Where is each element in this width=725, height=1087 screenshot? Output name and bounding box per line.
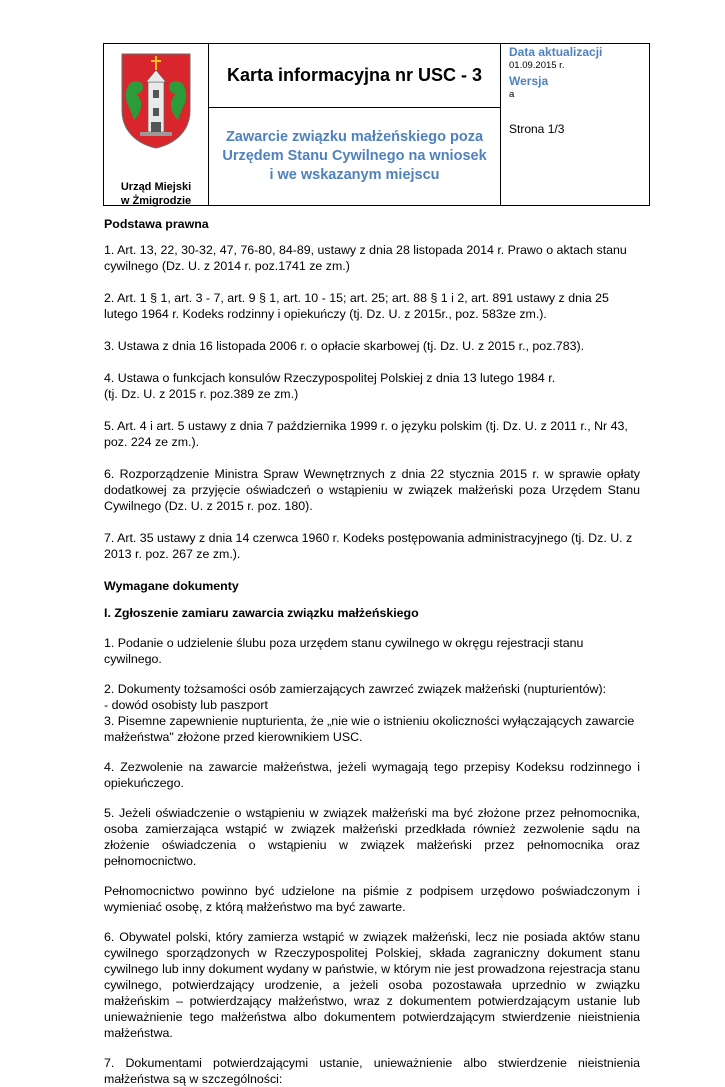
card-subtitle xyxy=(222,128,486,185)
legal-item-2: 2. Art. 1 § 1, art. 3 - 7, art. 9 § 1, art. 10 - 15; art. 25; art. 88 § 1 i 2, art. 891 ustawy z dnia 25 lutego 1964 r. Kodeks rodzinny i opiekuńczy (tj. Dz. U. z 2015r., poz. 583ze zm.). xyxy=(104,291,609,321)
doc-item-2-sub: - dowód osobisty lub paszport xyxy=(104,698,268,712)
office-name-line1: Urząd Miejski xyxy=(120,181,192,193)
doc-item-6: 6. Obywatel polski, który zamierza wstąpić w związek małżeński, lecz nie posiada aktów stanu cywilnego sporządzonych w Rzeczypospolitej Polskiej, składa zagraniczny dokument stanu cywilnego lub inny dokument wydany w państwie, w którym nie jest prowadzona rejestracja stanu cywilnego, potwierdzający urodzenie, a jeżeli osoba pozostawała uprzednio w związku małżeńskim – potwierdzający małżeństwo, wraz z dokumentem potwierdzającym ustanie lub unieważnienie tego małżeństwa albo dokumentem potwierdzającym stwierdzenie nieistnienia małżeństwa. xyxy=(104,930,640,1040)
coat-of-arms-logo xyxy=(118,50,194,150)
legal-item-4-ref: (tj. Dz. U. z 2015 r. poz.389 ze zm.) xyxy=(104,387,299,401)
section-1-heading: I. Zgłoszenie zamiaru zawarcia związku małżeńskiego xyxy=(104,606,419,620)
page-number: Strona 1/3 xyxy=(509,122,565,136)
doc-item-2: 2. Dokumenty tożsamości osób zamierzających zawrzeć związek małżeński (nupturientów): xyxy=(104,682,607,696)
doc-item-4: 4. Zezwolenie na zawarcie małżeństwa, jeżeli wymagają tego przepisy Kodeksu rodzinnego i opiekuńczego. xyxy=(104,760,640,790)
doc-item-1: 1. Podanie o udzielenie ślubu poza urzędem stanu cywilnego w okręgu rejestracji stanu cywilnego. xyxy=(104,636,584,666)
title-cell xyxy=(209,44,500,107)
document-body xyxy=(104,216,640,1087)
subtitle-line3: i we wskazanym miejscu xyxy=(269,167,440,183)
legal-basis-heading: Podstawa prawna xyxy=(104,217,209,231)
version-label: Wersja xyxy=(509,74,549,88)
header-table xyxy=(103,43,650,206)
doc-item-7: 7. Dokumentami potwierdzającymi ustanie, unieważnienie albo stwierdzenie nieistnienia małżeństwa są w szczególności: xyxy=(104,1056,640,1086)
subtitle-line1: Zawarcie związku małżeńskiego poza xyxy=(225,129,484,145)
doc-item-5-note: Pełnomocnictwo powinno być udzielone na piśmie z podpisem urzędowo poświadczonym i wymieniać osobę, z którą małżeństwo ma być zawarte. xyxy=(104,884,640,914)
meta-cell xyxy=(501,44,649,205)
legal-item-7: 7. Art. 35 ustawy z dnia 14 czerwca 1960 r. Kodeks postępowania administracyjnego (tj. Dz. U. z 2013 r. poz. 267 ze zm.). xyxy=(104,531,633,561)
update-date-label: Data aktualizacji xyxy=(509,45,603,59)
doc-item-5: 5. Jeżeli oświadczenie o wstąpieniu w związek małżeński ma być złożone przez pełnomocnika, osoba zamierzająca wstąpić w związek małżeński przedkłada również zezwolenie sądu na złożenie oświadczenia o wstąpieniu w związek małżeński przez pełnomocnika oraz pełnomocnictwo. xyxy=(104,806,640,868)
version-value: a xyxy=(509,89,515,100)
legal-item-5: 5. Art. 4 i art. 5 ustawy z dnia 7 października 1999 r. o języku polskim (tj. Dz. U. z 2011 r., Nr 43, poz. 224 ze zm.). xyxy=(104,419,628,449)
card-title: Karta informacyjna nr USC - 3 xyxy=(226,65,483,85)
required-docs-heading: Wymagane dokumenty xyxy=(104,579,239,593)
office-name xyxy=(104,180,208,208)
legal-item-6: 6. Rozporządzenie Ministra Spraw Wewnętrznych z dnia 22 stycznia 2015 r. w sprawie opłaty dodatkowej za przyjęcie oświadczeń o wstąpieniu w związek małżeński poza Urzędem Stanu Cywilnego (Dz. U. z 2015 r. poz. 180). xyxy=(104,467,640,513)
office-name-line2: w Żmigrodzie xyxy=(120,195,192,207)
legal-item-1: 1. Art. 13, 22, 30-32, 47, 76-80, 84-89, ustawy z dnia 28 listopada 2014 r. Prawo o aktach stanu cywilnego (Dz. U. z 2014 r. poz.1741 ze zm.) xyxy=(104,243,627,273)
update-date-value: 01.09.2015 r. xyxy=(509,60,565,71)
doc-item-3: 3. Pisemne zapewnienie nupturienta, że „nie wie o istnieniu okoliczności wyłączających zawarcie małżeństwa" złożone przed kierownikiem USC. xyxy=(104,714,635,744)
legal-item-4: 4. Ustawa o funkcjach konsulów Rzeczypospolitej Polskiej z dnia 13 lutego 1984 r. xyxy=(104,371,556,385)
legal-item-3: 3. Ustawa z dnia 16 listopada 2006 r. o opłacie skarbowej (tj. Dz. U. z 2015 r., poz.783). xyxy=(104,339,585,353)
subtitle-line2: Urzędem Stanu Cywilnego na wniosek xyxy=(222,148,487,164)
subtitle-cell xyxy=(209,108,500,205)
crest-cell xyxy=(104,44,208,205)
